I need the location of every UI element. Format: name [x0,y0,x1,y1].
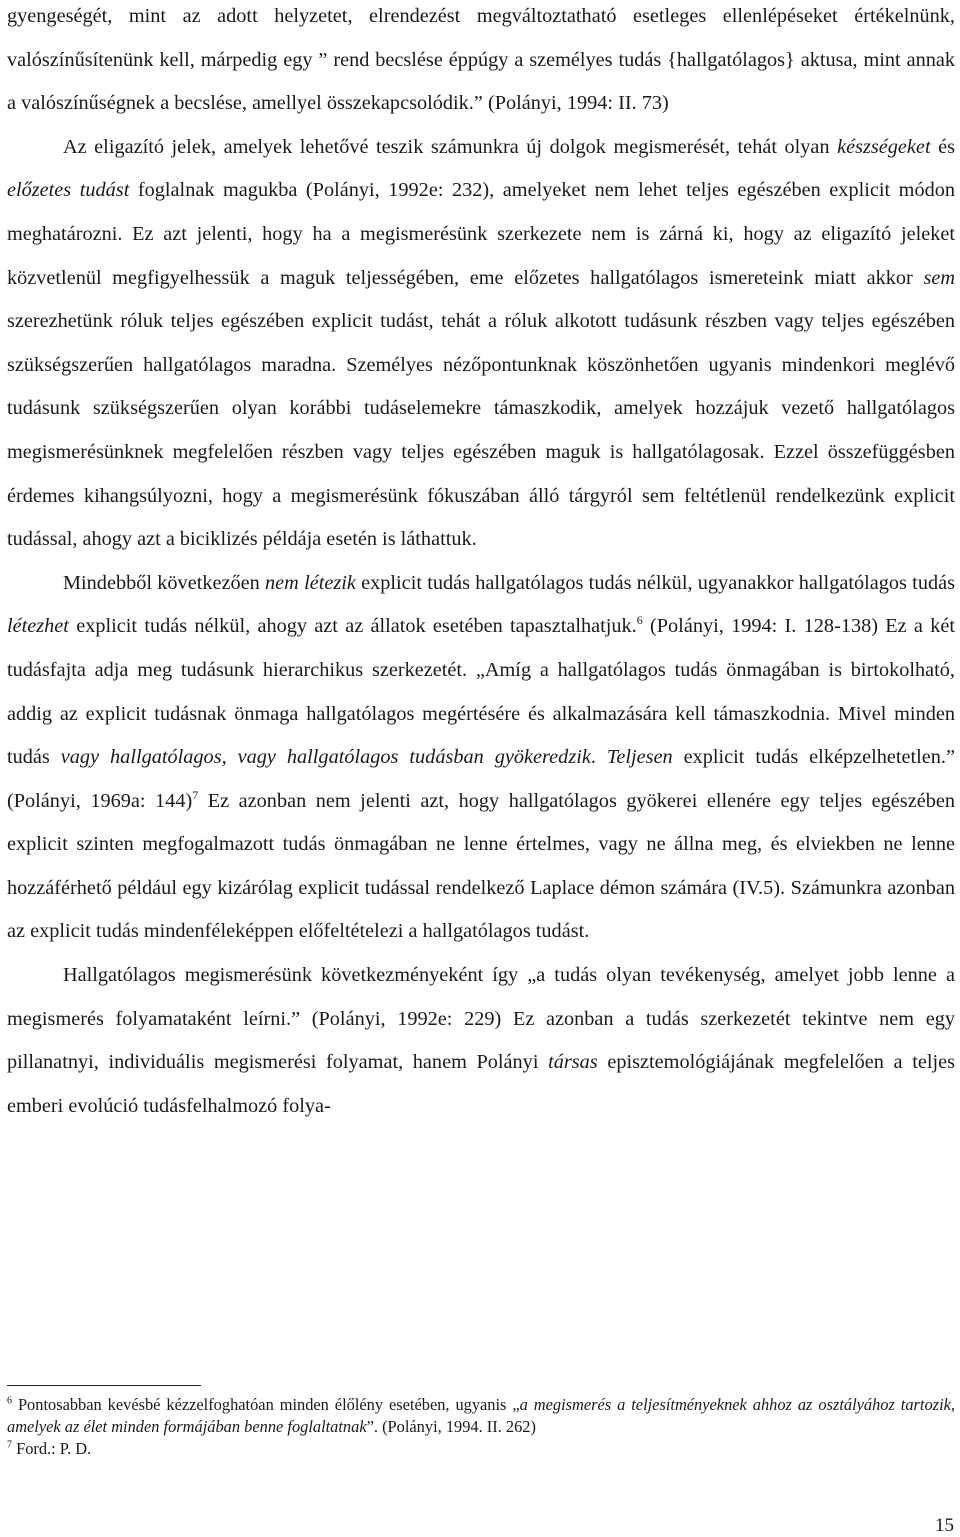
text-run: gyengeségét, mint az adott helyzetet, elrendezést megváltoztatható esetleges ellenlépéseket értékelnünk, valószínűsítenünk kell, márpedig egy ” rend becslése éppúgy a személyes tudás {hallgatólagos} aktusa, mint annak a valószínűségnek a becslése, amellyel összekapcsolódik.” (Polányi, 1994: II. 73) [7,5,955,115]
text-run: szerezhetünk róluk teljes egészében explicit tudást, tehát a róluk alkotott tudásunk részben vagy teljes egészében szükségszerűen hallgatólagos maradna. Személyes nézőpontunknak köszönhetően ugyanis mindenkori meglévő tudásunk szükségszerűen olyan korábbi tudáselemekre támaszkodik, amelyek hozzájuk vezető hallgatólagos megismerésünknek megfelelően részben vagy teljes egészében maguk is hallgatólagosak. Ezzel összefüggésben érdemes kihangsúlyozni, hogy a megismerésünk fókuszában álló tárgyról sem feltétlenül rendelkezünk explicit tudással, ahogy azt a biciklizés példája esetén is láthattuk. [7,310,955,551]
text-run: explicit tudás hallgatólagos tudás nélkül, ugyanakkor hallgatólagos tudás [355,571,955,594]
text-run: Pontosabban kevésbé kézzelfoghatóan minden élőlény esetében, ugyanis „ [12,1395,520,1414]
italic-run: készségeket [837,135,931,158]
footnote [7,1438,955,1460]
italic-run: létezhet [7,615,69,638]
body-text [7,0,955,1128]
footnote-ref: 7 [7,1439,12,1451]
text-run: explicit tudás elképzelhetetlen.” (Polányi, 1969a: 144) [7,746,956,812]
italic-run: Teljesen [606,746,673,769]
footnote-ref: 6 [636,613,643,628]
italic-run: nem létezik [265,571,356,594]
text-run: explicit tudás nélkül, ahogy azt az állatok esetében tapasztalhatjuk. [68,615,637,638]
footnote [7,1394,955,1438]
text-run: és [930,135,956,158]
paragraph [7,126,955,562]
document-page [7,0,955,1128]
footnote-ref: 6 [7,1395,12,1407]
text-run: foglalnak magukba (Polányi, 1992e: 232), amelyeket nem lehet teljes egészében explicit módon meghatározni. Ez azt jelenti, hogy ha a megismerésünk szerkezete nem is zárná ki, hogy az eligazító jeleket közvetlenül megfigyelhessük a maguk teljességében, eme előzetes hallgatólagos ismereteink miatt akkor [7,179,956,289]
text-run: (Polányi, 1994: I. 128-138) Ez a két tudásfajta adja meg tudásunk hierarchikus szerkezetét. „Amíg a hallgatólagos tudás önmagában is birtokolható, addig az explicit tudásnak önmaga hallgatólagos megértésére és alkalmazására kell támaszkodnia. Mivel minden tudás [7,615,955,769]
paragraph [7,0,955,126]
italic-run: sem [923,266,955,289]
page-number: 15 [935,1515,954,1536]
italic-run: előzetes tudást [7,179,130,202]
text-run: Ez azonban nem jelenti azt, hogy hallgatólagos gyökerei ellenére egy teljes egészében explicit szinten megfogalmazott tudás önmagában ne lenne értelmes, vagy ne állna meg, és elviekben ne lenne hozzáférhető például egy kizárólag explicit tudással rendelkező Laplace démon számára (IV.5). Számunkra azonban az explicit tudás mindenféleképpen előfeltételezi a hallgatólagos tudást. [7,789,955,943]
italic-run: vagy hallgatólagos, vagy hallgatólagos tudásban gyökeredzik [60,746,591,769]
paragraph [7,954,955,1128]
italic-run: társas [548,1051,598,1074]
text-run: Mindebből következően [63,571,266,594]
text-run: episztemológiájának megfelelően a teljes emberi evolúció tudásfelhalmozó folya- [7,1051,955,1117]
text-run: ”. (Polányi, 1994. II. 262) [366,1417,536,1436]
footnote-separator [7,1385,201,1386]
footnotes [7,1394,955,1460]
text-run: Az eligazító jelek, amelyek lehetővé teszik számunkra új dolgok megismerését, tehát olyan [63,135,838,158]
text-run: . [590,746,607,769]
text-run: Hallgatólagos megismerésünk következményeként így „a tudás olyan tevékenység, amelyet jobb lenne a megismerés folyamataként leírni.” (Polányi, 1992e: 229) Ez azonban a tudás szerkezetét tekintve nem egy pillanatnyi, individuális megismerési folyamat, hanem Polányi [7,964,955,1074]
text-run: Ford.: P. D. [12,1439,92,1458]
italic-run: a megismerés a teljesítményeknek ahhoz az osztályához tartozik, amelyek az élet minden formájában benne foglaltatnak [7,1395,955,1436]
footnote-ref: 7 [192,787,199,802]
paragraph [7,562,955,954]
